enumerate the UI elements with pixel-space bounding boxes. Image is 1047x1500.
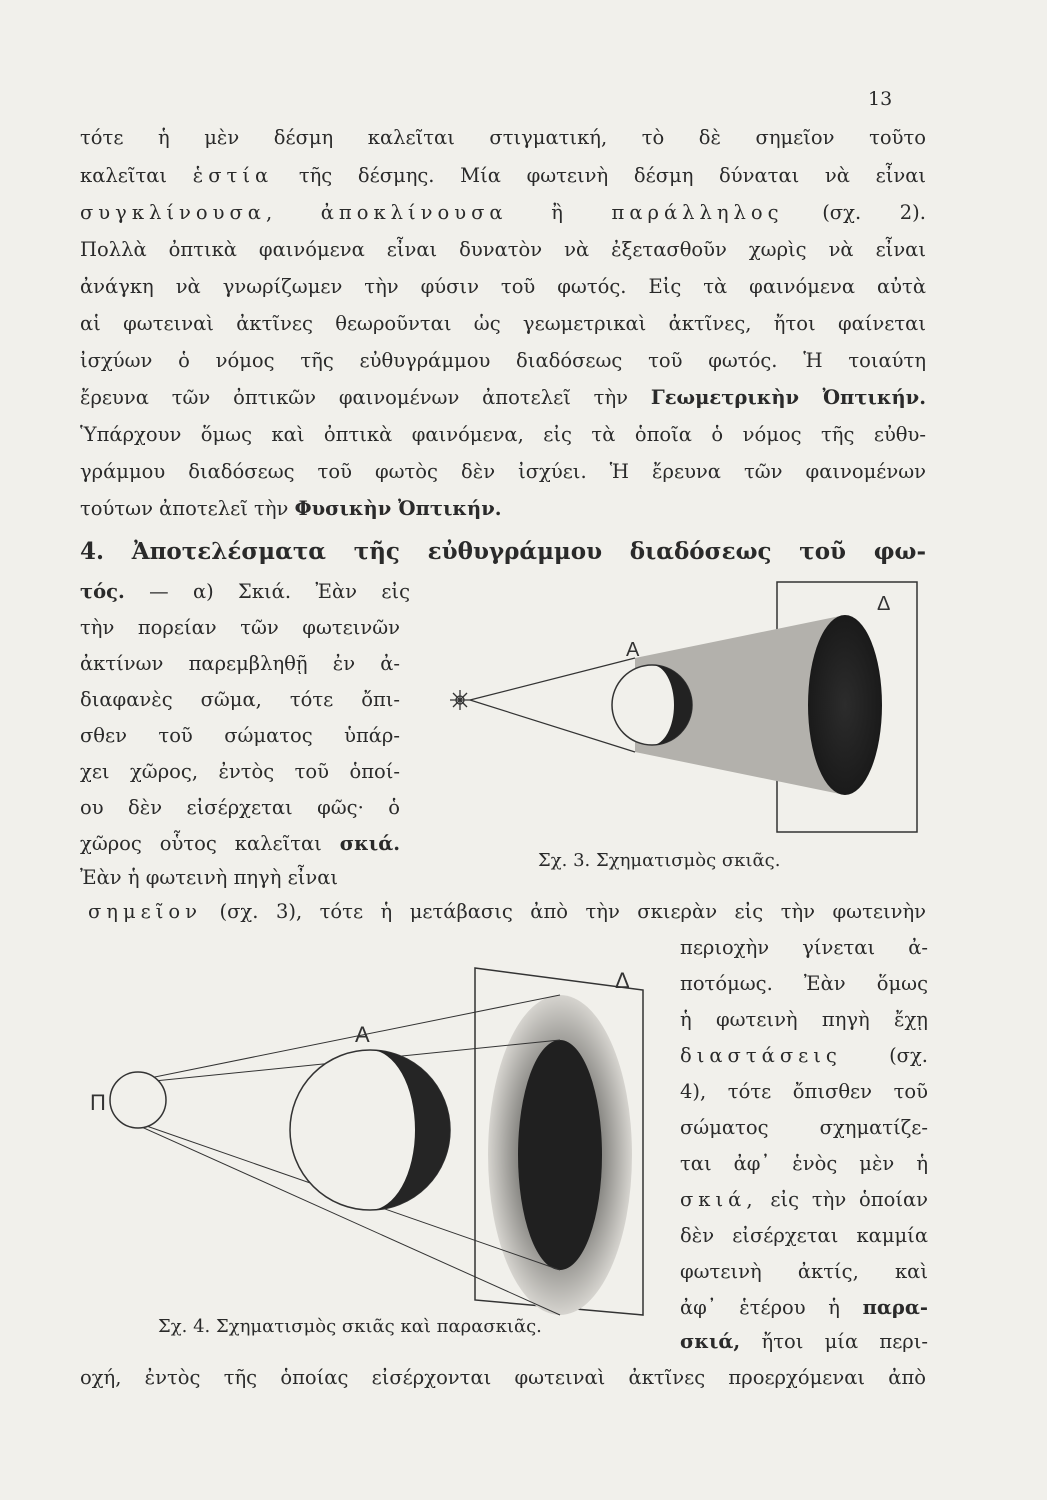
text-line: αἱ φωτειναὶ ἀκτῖνες θεωροῦνται ὡς γεωμετρικαὶ ἀκτῖνες, ἤτοι φαίνεται [80, 312, 926, 335]
text-span: ἀφ᾽ ἑτέρου ἡ [680, 1296, 840, 1319]
text-span: (σχ. [889, 1044, 928, 1067]
text-line: ου δὲν εἰσέρχεται φῶς· ὁ [80, 796, 400, 819]
text-line [80, 386, 926, 409]
page-number: 13 [868, 88, 893, 110]
figure-3-caption: Σχ. 3. Σχηματισμὸς σκιᾶς. [538, 850, 781, 871]
text-line: τότε ἡ μὲν δέσμη καλεῖται στιγματική, τὸ δὲ σημεῖον τοῦτο [80, 126, 926, 149]
figure-3 [430, 570, 930, 850]
text-line [80, 201, 926, 224]
text-span: (σχ. 3), τότε ἡ μετάβασις ἀπὸ τὴν σκιερὰν εἰς τὴν φωτεινὴν [219, 900, 926, 923]
text-line [88, 900, 926, 923]
text-line: φωτεινὴ ἀκτίς, καὶ [680, 1260, 928, 1283]
bold-term: σκιά. [339, 832, 400, 855]
text-line: χει χῶρος, ἐντὸς τοῦ ὁποί- [80, 760, 400, 783]
text-line: σθεν τοῦ σώματος ὑπάρ- [80, 724, 400, 747]
text-line [680, 1296, 928, 1319]
bold-term: Γεωμετρικὴν Ὀπτικήν. [650, 386, 926, 409]
text-line [80, 580, 410, 603]
text-line: Ὑπάρχουν ὅμως καὶ ὀπτικὰ φαινόμενα, εἰς τὰ ὁποῖα ὁ νόμος τῆς εὐθυ- [80, 423, 926, 446]
text-line: περιοχὴν γίνεται ἀ- [680, 936, 928, 959]
spaced-term: συγκλίνουσα, ἀποκλίνουσα ἢ παράλληλος [80, 201, 784, 224]
text-line: ἰσχύων ὁ νόμος τῆς εὐθυγράμμου διαδόσεως τοῦ φωτός. Ἡ τοιαύτη [80, 349, 926, 372]
figure-4-caption: Σχ. 4. Σχηματισμὸς σκιᾶς καὶ παρασκιᾶς. [158, 1316, 542, 1337]
figure-4 [80, 960, 670, 1330]
text-line: σώματος σχηματίζε- [680, 1116, 928, 1139]
spaced-term: διαστάσεις [680, 1044, 842, 1067]
text-line: ται ἀφ᾽ ἑνὸς μὲν ἡ [680, 1152, 928, 1175]
text-line [80, 497, 502, 520]
bold-term: σκιά, [680, 1330, 741, 1353]
text-line [680, 1044, 928, 1067]
text-line [80, 164, 926, 187]
label-screen: Δ [615, 968, 630, 993]
text-line: Ἐὰν ἡ φωτεινὴ πηγὴ εἶναι [80, 866, 339, 889]
text-span: — α) Σκιά. Ἐὰν εἰς [149, 580, 410, 603]
label-screen: Δ [877, 593, 891, 615]
spaced-term: ἑστία [192, 164, 274, 187]
text-line: 4), τότε ὄπισθεν τοῦ [680, 1080, 928, 1103]
bold-term: παρα- [862, 1296, 928, 1319]
text-line [680, 1188, 928, 1211]
text-span: τῆς δέσμης. Μία φωτεινὴ δέσμη δύναται νὰ εἶναι [298, 164, 927, 187]
text-line: ἀνάγκη νὰ γνωρίζωμεν τὴν φύσιν τοῦ φωτός. Εἰς τὰ φαινόμενα αὐτὰ [80, 275, 926, 298]
text-span: τούτων ἀποτελεῖ τὴν [80, 497, 289, 520]
sun-icon [450, 690, 470, 710]
section-heading: 4. Ἀποτελέσματα τῆς εὐθυγράμμου διαδόσεως τοῦ φω- [80, 538, 926, 565]
text-line: οχή, ἐντὸς τῆς ὁποίας εἰσέρχονται φωτειναὶ ἀκτῖνες προερχόμεναι ἀπὸ [80, 1366, 926, 1389]
text-line [680, 1330, 928, 1353]
text-line: τὴν πορείαν τῶν φωτεινῶν [80, 616, 400, 639]
text-line: Πολλὰ ὀπτικὰ φαινόμενα εἶναι δυνατὸν νὰ ἐξετασθοῦν χωρὶς νὰ εἶναι [80, 238, 926, 261]
spaced-term: σκιά, [680, 1188, 758, 1211]
text-span: εἰς τὴν ὁποίαν [770, 1188, 928, 1211]
bold-term: τός. [80, 580, 125, 603]
text-span: καλεῖται [80, 164, 168, 187]
label-source: Π [90, 1090, 106, 1115]
text-span: (σχ. 2). [822, 201, 926, 224]
text-line: ποτόμως. Ἐὰν ὅμως [680, 972, 928, 995]
shadow-on-screen [808, 615, 882, 795]
text-line: διαφανὲς σῶμα, τότε ὄπι- [80, 688, 400, 711]
label-body: Α [355, 1022, 370, 1047]
label-body: Α [626, 639, 640, 661]
text-span: χῶρος οὗτος καλεῖται [80, 832, 322, 855]
text-span: ἤτοι μία περι- [761, 1330, 929, 1353]
text-line: γράμμου διαδόσεως τοῦ φωτὸς δὲν ἰσχύει. Ἡ ἔρευνα τῶν φαινομένων [80, 460, 926, 483]
bold-term: Φυσικὴν Ὀπτικήν. [294, 497, 502, 520]
text-line: δὲν εἰσέρχεται καμμία [680, 1224, 928, 1247]
spaced-term: σημεῖον [88, 900, 203, 923]
umbra [518, 1040, 602, 1270]
light-source [110, 1072, 166, 1128]
text-line: ἀκτίνων παρεμβληθῇ ἐν ἀ- [80, 652, 400, 675]
text-span: ἔρευνα τῶν ὀπτικῶν φαινομένων ἀποτελεῖ τὴν [80, 386, 629, 409]
text-line [80, 832, 400, 855]
text-line: ἡ φωτεινὴ πηγὴ ἔχῃ [680, 1008, 928, 1031]
